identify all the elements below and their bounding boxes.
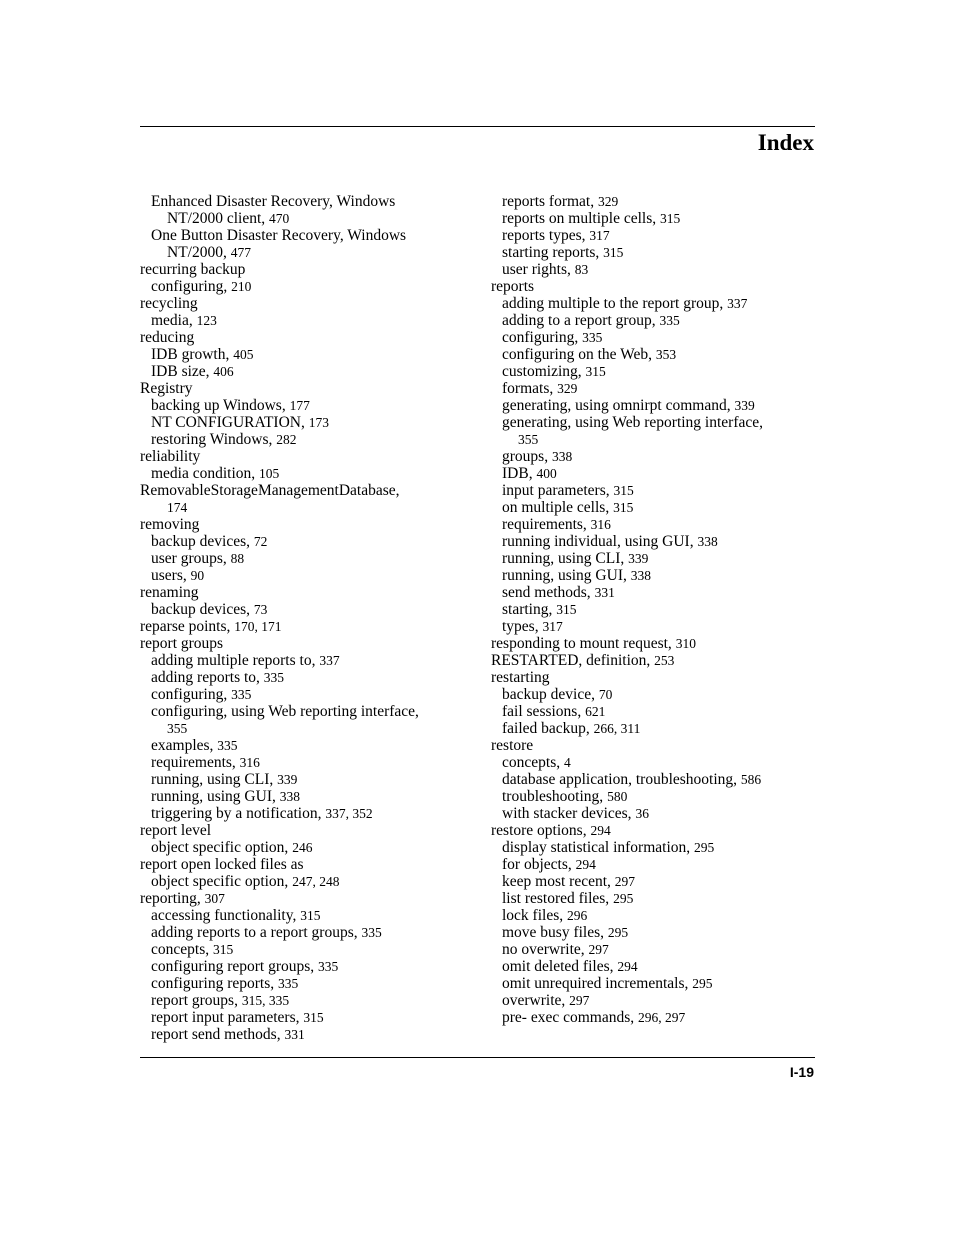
index-entry bbox=[140, 856, 485, 873]
index-entry bbox=[140, 652, 485, 669]
index-entry-pages: 335 bbox=[263, 670, 285, 685]
index-entry bbox=[491, 992, 836, 1009]
index-entry-text: keep most recent, bbox=[502, 873, 611, 890]
index-entry bbox=[140, 567, 485, 584]
index-entry bbox=[140, 584, 485, 601]
index-entry-text: adding to a report group, bbox=[502, 312, 656, 329]
index-entry-text: generating, using omnirpt command, bbox=[502, 397, 731, 414]
index-entry bbox=[140, 329, 485, 346]
index-entry-pages: 580 bbox=[607, 789, 628, 804]
index-entry-pages: 329 bbox=[597, 194, 619, 209]
index-entry-pages: 353 bbox=[655, 347, 677, 362]
index-entry-text: user rights, bbox=[502, 261, 571, 278]
index-entry-text: Enhanced Disaster Recovery, Windows bbox=[151, 193, 396, 210]
index-entry-text: overwrite, bbox=[502, 992, 566, 1009]
index-entry bbox=[491, 788, 836, 805]
index-entry-text: Registry bbox=[140, 380, 193, 397]
index-column-right bbox=[491, 193, 836, 1026]
index-entry bbox=[140, 754, 485, 771]
index-entry bbox=[491, 312, 836, 329]
index-entry-text: recurring backup bbox=[140, 261, 246, 278]
index-entry bbox=[491, 703, 836, 720]
index-entry bbox=[140, 244, 485, 261]
index-entry bbox=[491, 346, 836, 363]
index-entry bbox=[140, 737, 485, 754]
index-entry-pages: 282 bbox=[276, 432, 297, 447]
index-entry-text: list restored files, bbox=[502, 890, 610, 907]
index-entry bbox=[140, 516, 485, 533]
index-entry-pages: 335 bbox=[217, 738, 238, 753]
index-entry-pages: 339 bbox=[277, 772, 298, 787]
index-entry-pages: 335 bbox=[231, 687, 252, 702]
index-entry-text: restore bbox=[491, 737, 534, 754]
index-entry-pages: 400 bbox=[536, 466, 557, 481]
index-entry bbox=[491, 958, 836, 975]
index-entry-text: report groups, bbox=[151, 992, 238, 1009]
index-entry-text: media, bbox=[151, 312, 193, 329]
index-entry-pages: 123 bbox=[196, 313, 217, 328]
index-entry bbox=[140, 686, 485, 703]
index-entry bbox=[491, 193, 836, 210]
index-entry bbox=[491, 244, 836, 261]
index-entry bbox=[140, 975, 485, 992]
index-entry-text: customizing, bbox=[502, 363, 582, 380]
index-entry-pages: 355 bbox=[518, 432, 539, 447]
index-entry-text: RemovableStorageManagementDatabase, bbox=[140, 482, 400, 499]
index-entry-pages: 266, 311 bbox=[593, 721, 641, 736]
index-entry bbox=[140, 193, 485, 210]
index-entry-text: starting, bbox=[502, 601, 553, 618]
index-entry-text: fail sessions, bbox=[502, 703, 582, 720]
index-entry-text: NT/2000 client, bbox=[167, 210, 266, 227]
index-entry-text: on multiple cells, bbox=[502, 499, 610, 516]
index-entry-pages: 170, 171 bbox=[234, 619, 282, 634]
index-entry bbox=[140, 805, 485, 822]
index-entry bbox=[491, 414, 836, 431]
index-column-left bbox=[140, 193, 485, 1043]
index-entry-pages: 315 bbox=[212, 942, 234, 957]
index-entry-text: reports bbox=[491, 278, 535, 295]
index-entry-text: troubleshooting, bbox=[502, 788, 604, 805]
index-entry-pages: 70 bbox=[598, 687, 613, 702]
index-entry-text: reports on multiple cells, bbox=[502, 210, 657, 227]
index-entry bbox=[140, 873, 485, 890]
index-entry-pages: 339 bbox=[734, 398, 755, 413]
index-entry bbox=[491, 448, 836, 465]
index-entry bbox=[140, 992, 485, 1009]
index-entry bbox=[140, 312, 485, 329]
index-entry bbox=[491, 601, 836, 618]
index-entry-text: types, bbox=[502, 618, 539, 635]
index-entry-pages: 310 bbox=[675, 636, 696, 651]
index-entry-pages: 173 bbox=[308, 415, 329, 430]
index-entry-text: move busy files, bbox=[502, 924, 605, 941]
index-entry-text: adding multiple reports to, bbox=[151, 652, 316, 669]
index-entry-text: report open locked files as bbox=[140, 856, 304, 873]
index-entry bbox=[140, 533, 485, 550]
index-entry-text: running, using GUI, bbox=[151, 788, 276, 805]
index-entry bbox=[491, 618, 836, 635]
index-entry-text: object specific option, bbox=[151, 839, 289, 856]
index-entry-pages: 295 bbox=[692, 976, 713, 991]
index-entry bbox=[491, 907, 836, 924]
index-entry-pages: 296, 297 bbox=[638, 1010, 686, 1025]
index-entry-text: reports format, bbox=[502, 193, 595, 210]
index-entry-pages: 316 bbox=[239, 755, 260, 770]
index-entry-pages: 331 bbox=[284, 1027, 305, 1042]
index-entry bbox=[491, 975, 836, 992]
index-entry-pages: 586 bbox=[740, 772, 762, 787]
index-entry-text: recycling bbox=[140, 295, 198, 312]
index-entry-text: omit unrequired incrementals, bbox=[502, 975, 689, 992]
index-entry-pages: 315 bbox=[556, 602, 577, 617]
index-entry-text: reparse points, bbox=[140, 618, 231, 635]
index-entry bbox=[491, 924, 836, 941]
index-entry-pages: 296 bbox=[567, 908, 588, 923]
index-entry-text: renaming bbox=[140, 584, 199, 601]
index-entry-pages: 295 bbox=[607, 925, 629, 940]
index-entry-pages: 315, 335 bbox=[241, 993, 290, 1008]
index-entry bbox=[140, 703, 485, 720]
index-entry bbox=[140, 346, 485, 363]
index-entry bbox=[491, 550, 836, 567]
index-entry-pages: 338 bbox=[279, 789, 300, 804]
index-entry-pages: 297 bbox=[614, 874, 636, 889]
index-entry bbox=[140, 839, 485, 856]
index-entry bbox=[491, 737, 836, 754]
index-entry-pages: 335 bbox=[318, 959, 339, 974]
index-entry-text: running individual, using GUI, bbox=[502, 533, 694, 550]
index-entry-text: reporting, bbox=[140, 890, 201, 907]
index-entry bbox=[491, 652, 836, 669]
index-entry-pages: 338 bbox=[630, 568, 651, 583]
index-entry-pages: 83 bbox=[574, 262, 589, 277]
index-entry-pages: 247, 248 bbox=[292, 874, 340, 889]
index-entry bbox=[491, 431, 836, 448]
index-entry bbox=[140, 295, 485, 312]
index-entry bbox=[491, 227, 836, 244]
index-entry bbox=[491, 533, 836, 550]
index-entry-text: users, bbox=[151, 567, 187, 584]
index-entry-text: omit deleted files, bbox=[502, 958, 614, 975]
index-entry-pages: 253 bbox=[654, 653, 675, 668]
index-entry-text: triggering by a notification, bbox=[151, 805, 322, 822]
index-entry-text: adding reports to a report groups, bbox=[151, 924, 358, 941]
index-entry-text: configuring, bbox=[502, 329, 579, 346]
index-entry-text: report groups bbox=[140, 635, 224, 652]
index-entry bbox=[491, 805, 836, 822]
index-entry-text: backup devices, bbox=[151, 533, 250, 550]
index-entry bbox=[140, 227, 485, 244]
index-entry bbox=[491, 567, 836, 584]
index-entry-text: running, using CLI, bbox=[502, 550, 625, 567]
index-entry bbox=[491, 363, 836, 380]
index-entry bbox=[491, 278, 836, 295]
index-entry-text: groups, bbox=[502, 448, 549, 465]
index-entry-pages: 337 bbox=[727, 296, 748, 311]
index-entry bbox=[140, 924, 485, 941]
index-entry bbox=[491, 720, 836, 737]
index-entry bbox=[491, 584, 836, 601]
index-entry-text: lock files, bbox=[502, 907, 564, 924]
index-entry-text: pre- exec commands, bbox=[502, 1009, 635, 1026]
index-entry bbox=[140, 278, 485, 295]
index-entry-pages: 335 bbox=[277, 976, 299, 991]
index-entry-text: NT/2000, bbox=[167, 244, 227, 261]
index-entry-text: failed backup, bbox=[502, 720, 590, 737]
index-entry-text: configuring, using Web reporting interface, bbox=[151, 703, 419, 720]
index-entry-pages: 337 bbox=[319, 653, 340, 668]
index-entry-pages: 36 bbox=[635, 806, 649, 821]
index-entry bbox=[140, 210, 485, 227]
index-entry-pages: 337, 352 bbox=[325, 806, 373, 821]
index-entry-text: accessing functionality, bbox=[151, 907, 297, 924]
index-entry-pages: 295 bbox=[694, 840, 715, 855]
index-entry bbox=[491, 941, 836, 958]
index-entry bbox=[491, 686, 836, 703]
index-entry-pages: 210 bbox=[231, 279, 252, 294]
index-entry-pages: 331 bbox=[594, 585, 615, 600]
index-entry-text: with stacker devices, bbox=[502, 805, 632, 822]
index-entry bbox=[140, 822, 485, 839]
index-entry bbox=[140, 601, 485, 618]
index-entry bbox=[491, 482, 836, 499]
index-entry-text: report send methods, bbox=[151, 1026, 281, 1043]
index-entry-pages: 177 bbox=[289, 398, 310, 413]
index-entry-text: adding multiple to the report group, bbox=[502, 295, 724, 312]
index-entry-pages: 315 bbox=[659, 211, 681, 226]
footer-rule bbox=[140, 1057, 815, 1058]
index-entry bbox=[491, 499, 836, 516]
index-entry-pages: 339 bbox=[628, 551, 649, 566]
index-entry-text: generating, using Web reporting interface, bbox=[502, 414, 764, 431]
index-entry-text: no overwrite, bbox=[502, 941, 585, 958]
index-entry-text: IDB size, bbox=[151, 363, 210, 380]
index-entry-text: report level bbox=[140, 822, 212, 839]
index-entry bbox=[140, 499, 485, 516]
index-entry-text: configuring, bbox=[151, 686, 228, 703]
index-entry-text: report input parameters, bbox=[151, 1009, 300, 1026]
index-entry-pages: 294 bbox=[617, 959, 638, 974]
index-entry-pages: 335 bbox=[659, 313, 680, 328]
index-entry bbox=[491, 856, 836, 873]
index-entry-pages: 297 bbox=[588, 942, 609, 957]
index-entry bbox=[140, 431, 485, 448]
index-entry-text: requirements, bbox=[151, 754, 236, 771]
index-entry-text: configuring, bbox=[151, 278, 228, 295]
index-entry bbox=[491, 839, 836, 856]
index-entry bbox=[140, 482, 485, 499]
index-entry bbox=[140, 941, 485, 958]
index-entry-text: configuring reports, bbox=[151, 975, 275, 992]
index-entry bbox=[140, 397, 485, 414]
index-entry bbox=[140, 618, 485, 635]
index-entry bbox=[491, 754, 836, 771]
index-entry bbox=[140, 261, 485, 278]
index-entry bbox=[491, 210, 836, 227]
index-entry-text: media condition, bbox=[151, 465, 256, 482]
index-entry bbox=[491, 516, 836, 533]
index-entry-text: requirements, bbox=[502, 516, 587, 533]
page-title: Index bbox=[757, 130, 814, 155]
index-entry bbox=[140, 720, 485, 737]
index-entry-pages: 73 bbox=[253, 602, 268, 617]
index-entry-text: reliability bbox=[140, 448, 201, 465]
index-entry-text: restarting bbox=[491, 669, 550, 686]
index-entry-pages: 317 bbox=[542, 619, 563, 634]
index-entry-text: formats, bbox=[502, 380, 554, 397]
index-entry-pages: 315 bbox=[603, 245, 624, 260]
index-entry-pages: 297 bbox=[569, 993, 590, 1008]
index-entry-pages: 72 bbox=[253, 534, 268, 549]
index-entry-pages: 294 bbox=[575, 857, 596, 872]
index-entry-text: concepts, bbox=[502, 754, 561, 771]
index-entry bbox=[491, 380, 836, 397]
index-entry-pages: 90 bbox=[190, 568, 205, 583]
index-entry-text: One Button Disaster Recovery, Windows bbox=[151, 227, 407, 244]
index-entry-pages: 355 bbox=[167, 721, 188, 736]
index-entry-pages: 405 bbox=[233, 347, 254, 362]
index-entry-pages: 329 bbox=[557, 381, 578, 396]
index-entry-text: reducing bbox=[140, 329, 195, 346]
index-entry bbox=[140, 669, 485, 686]
index-entry-pages: 315 bbox=[300, 908, 321, 923]
index-entry bbox=[491, 397, 836, 414]
index-entry-text: configuring on the Web, bbox=[502, 346, 652, 363]
index-entry-text: backup devices, bbox=[151, 601, 250, 618]
index-entry-text: examples, bbox=[151, 737, 214, 754]
index-entry-text: restoring Windows, bbox=[151, 431, 273, 448]
index-entry-pages: 338 bbox=[697, 534, 718, 549]
header-rule bbox=[140, 126, 815, 127]
index-entry bbox=[140, 890, 485, 907]
index-entry-text: running, using GUI, bbox=[502, 567, 627, 584]
index-entry bbox=[491, 890, 836, 907]
index-entry bbox=[140, 958, 485, 975]
index-entry-text: display statistical information, bbox=[502, 839, 691, 856]
index-entry-text: restore options, bbox=[491, 822, 587, 839]
index-entry bbox=[140, 1026, 485, 1043]
index-entry-text: concepts, bbox=[151, 941, 210, 958]
index-entry-pages: 307 bbox=[204, 891, 225, 906]
index-entry-pages: 470 bbox=[269, 211, 290, 226]
index-entry-pages: 295 bbox=[613, 891, 634, 906]
index-entry-pages: 246 bbox=[292, 840, 313, 855]
index-entry-text: backing up Windows, bbox=[151, 397, 286, 414]
index-entry-pages: 317 bbox=[589, 228, 610, 243]
index-entry bbox=[140, 414, 485, 431]
index-entry-pages: 315 bbox=[613, 500, 634, 515]
page-number: I-19 bbox=[789, 1064, 814, 1080]
index-entry-text: user groups, bbox=[151, 550, 227, 567]
index-entry-pages: 335 bbox=[361, 925, 382, 940]
index-entry bbox=[491, 771, 836, 788]
index-entry-text: for objects, bbox=[502, 856, 572, 873]
index-entry-text: responding to mount request, bbox=[491, 635, 672, 652]
index-entry-text: IDB growth, bbox=[151, 346, 230, 363]
index-entry-pages: 4 bbox=[563, 755, 571, 770]
index-entry-text: starting reports, bbox=[502, 244, 600, 261]
index-entry-text: adding reports to, bbox=[151, 669, 260, 686]
index-entry bbox=[140, 380, 485, 397]
index-entry bbox=[140, 771, 485, 788]
index-entry bbox=[491, 822, 836, 839]
index-entry-pages: 88 bbox=[230, 551, 245, 566]
index-entry-pages: 406 bbox=[213, 364, 234, 379]
index-entry bbox=[140, 465, 485, 482]
index-entry-text: RESTARTED, definition, bbox=[491, 652, 651, 669]
index-entry-text: object specific option, bbox=[151, 873, 289, 890]
index-entry bbox=[491, 873, 836, 890]
index-entry bbox=[140, 788, 485, 805]
index-entry-pages: 477 bbox=[230, 245, 251, 260]
index-entry-pages: 105 bbox=[259, 466, 280, 481]
index-entry bbox=[140, 363, 485, 380]
index-entry-text: NT CONFIGURATION, bbox=[151, 414, 305, 431]
index-entry-pages: 315 bbox=[613, 483, 634, 498]
index-entry-pages: 315 bbox=[303, 1010, 324, 1025]
index-entry-text: running, using CLI, bbox=[151, 771, 274, 788]
index-entry bbox=[491, 261, 836, 278]
index-entry bbox=[140, 448, 485, 465]
index-entry-text: input parameters, bbox=[502, 482, 610, 499]
index-entry-text: reports types, bbox=[502, 227, 586, 244]
index-entry bbox=[140, 1009, 485, 1026]
index-entry bbox=[140, 550, 485, 567]
index-entry bbox=[491, 635, 836, 652]
index-entry-text: database application, troubleshooting, bbox=[502, 771, 738, 788]
index-entry bbox=[491, 1009, 836, 1026]
index-entry bbox=[140, 635, 485, 652]
index-entry-text: removing bbox=[140, 516, 200, 533]
index-entry bbox=[491, 329, 836, 346]
index-entry-text: backup device, bbox=[502, 686, 595, 703]
index-entry-pages: 335 bbox=[582, 330, 603, 345]
index-entry-pages: 294 bbox=[590, 823, 611, 838]
index-entry bbox=[491, 669, 836, 686]
index-entry-text: configuring report groups, bbox=[151, 958, 315, 975]
index-entry-pages: 174 bbox=[167, 500, 188, 515]
index-entry-text: send methods, bbox=[502, 584, 591, 601]
index-entry bbox=[491, 465, 836, 482]
index-entry-text: IDB, bbox=[502, 465, 533, 482]
index-entry-pages: 621 bbox=[585, 704, 606, 719]
index-entry bbox=[140, 907, 485, 924]
index-entry-pages: 316 bbox=[590, 517, 611, 532]
index-entry-pages: 315 bbox=[585, 364, 606, 379]
index-entry-pages: 338 bbox=[551, 449, 573, 464]
index-entry bbox=[491, 295, 836, 312]
